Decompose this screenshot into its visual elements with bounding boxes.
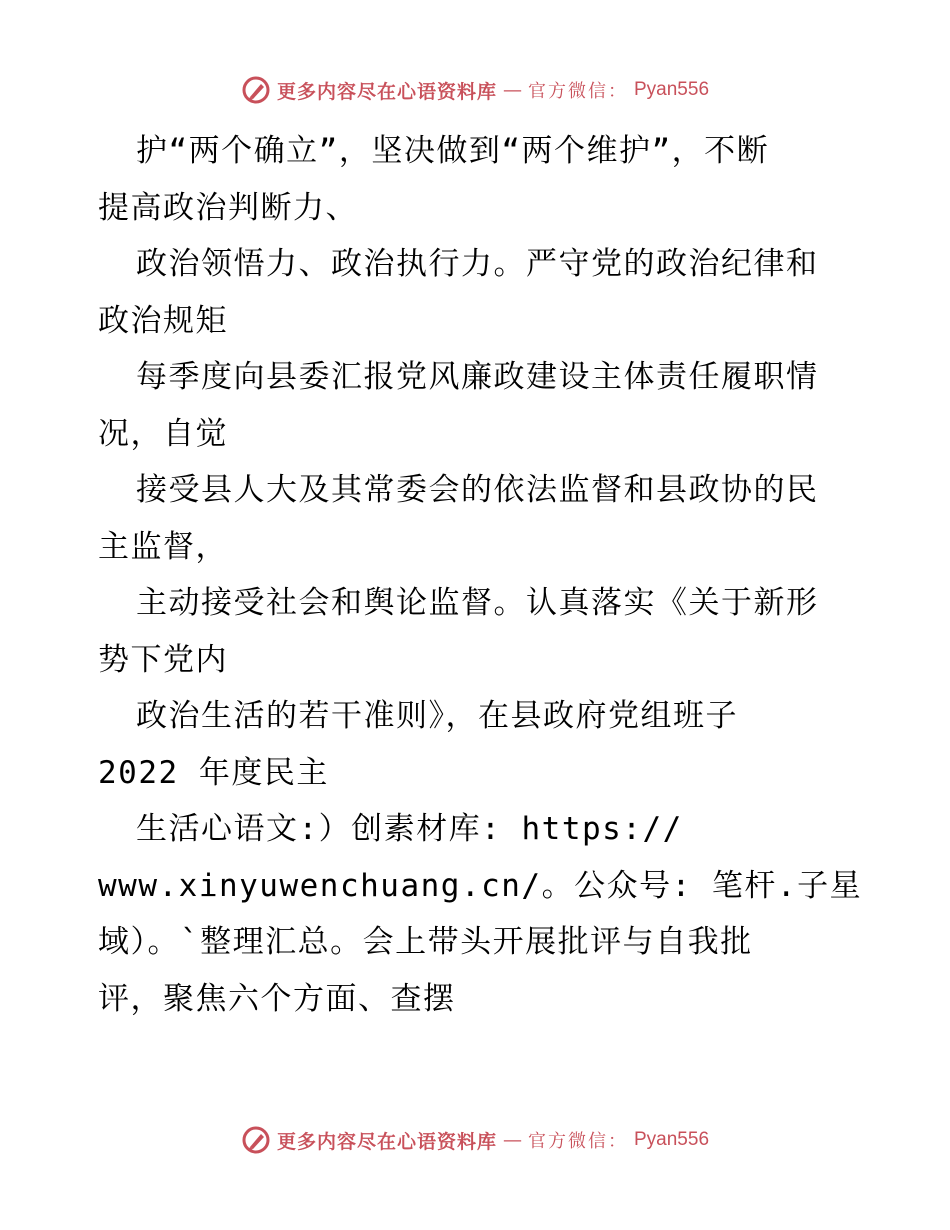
pen-logo-icon [241,1125,271,1155]
body-text-line: 生活心语文:）创素材库: https:// [136,811,683,847]
pen-logo-icon [241,75,271,105]
body-text-line: 政治生活的若干准则》，在县政府党组班子 [136,698,738,734]
watermark-main-text: 更多内容尽在心语资料库 [276,80,497,103]
document-body [98,123,863,1027]
body-text-line: 提高政治判断力、 [98,189,358,226]
body-text-line: 主监督， [98,528,228,565]
body-text-line: 主动接受社会和舆论监督。认真落实《关于新形 [136,585,819,621]
body-text-line: 接受县人大及其常委会的依法监督和县政协的民 [136,472,819,508]
body-text-line: 势下党内 [98,641,228,678]
watermark-separator: — [503,1129,522,1151]
watermark-sub-text: 官方微信： [528,1131,628,1152]
body-text-line: 况，自觉 [98,415,228,452]
body-text-line: 域）。`整理汇总。会上带头开展批评与自我批 [98,924,753,960]
body-text-line: 政治领悟力、政治执行力。严守党的政治纪律和 [136,246,819,282]
footer-watermark [0,1120,950,1160]
body-text-line: 每季度向县委汇报党风廉政建设主体责任履职情 [136,359,819,395]
watermark-sub-text: 官方微信： [528,81,628,102]
header-watermark [0,70,950,110]
body-text-line: 政治规矩 [98,302,228,339]
watermark-main-text: 更多内容尽在心语资料库 [276,1130,497,1153]
body-text-line: www.xinyuwenchuang.cn/。公众号: 笔杆.子星 [98,867,863,904]
watermark-wechat-id: Pyan556 [634,79,710,100]
watermark-separator: — [503,79,522,101]
watermark-wechat-id: Pyan556 [634,1129,710,1150]
body-text-line: 评，聚焦六个方面、查摆 [98,980,456,1017]
body-text-line: 2022 年度民主 [98,754,329,791]
body-text-line: 护“两个确立”，坚决做到“两个维护”，不断 [136,133,770,169]
